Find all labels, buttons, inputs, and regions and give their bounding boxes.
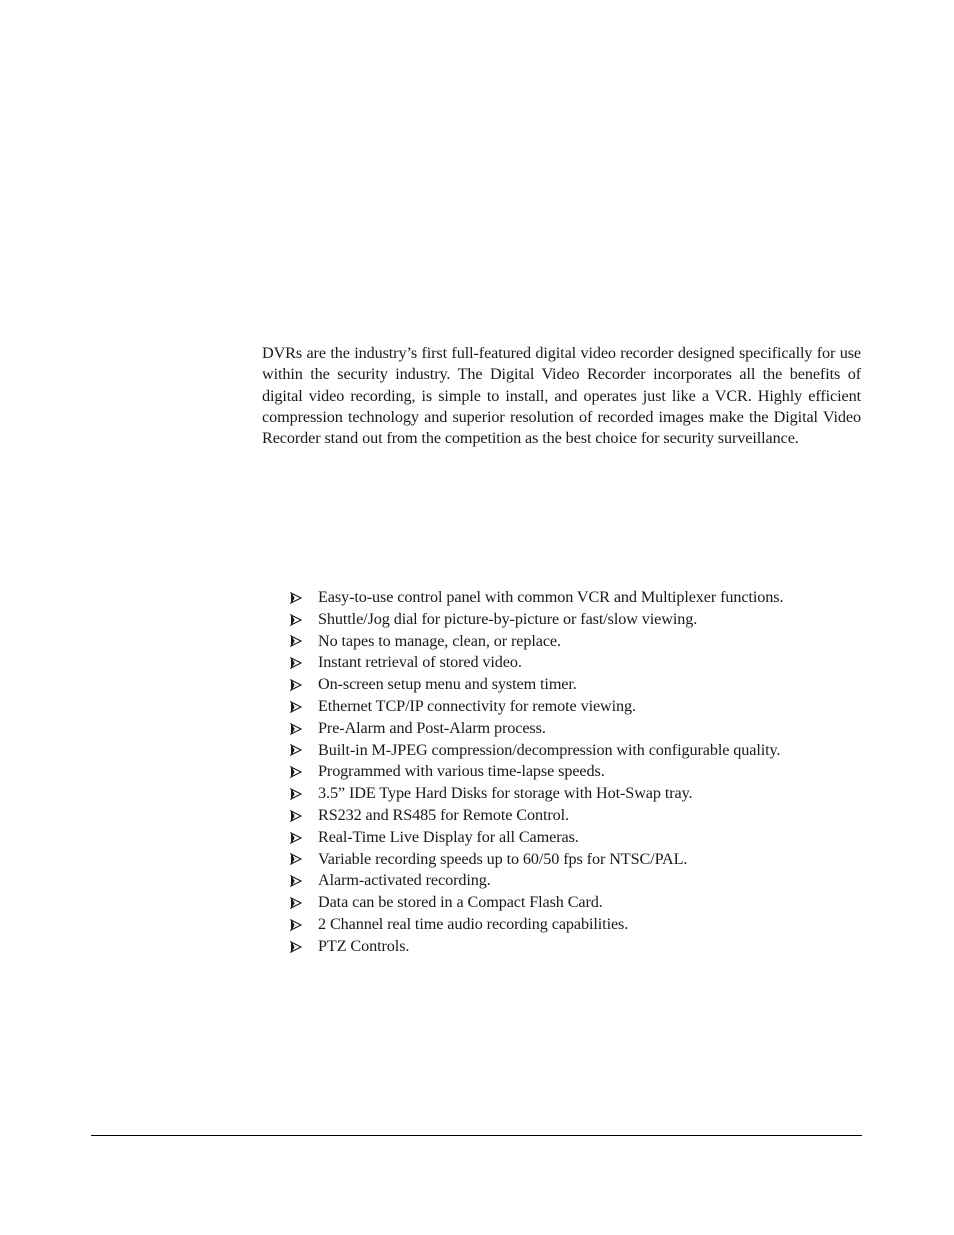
feature-item [290, 696, 783, 718]
feature-item [290, 761, 783, 783]
footer-divider [91, 1135, 862, 1136]
arrowhead-bullet-icon [290, 849, 306, 871]
feature-item [290, 936, 783, 958]
feature-text: Real-Time Live Display for all Cameras. [318, 827, 579, 846]
feature-item [290, 805, 783, 827]
feature-text: Alarm-activated recording. [318, 871, 491, 890]
feature-text: Shuttle/Jog dial for picture-by-picture or fast/slow viewing. [318, 609, 698, 628]
arrowhead-bullet-icon [290, 740, 306, 762]
arrowhead-bullet-icon [290, 631, 306, 653]
arrowhead-bullet-icon [290, 587, 306, 609]
feature-item [290, 652, 783, 674]
feature-item [290, 631, 783, 653]
arrowhead-bullet-icon [290, 674, 306, 696]
feature-text: Ethernet TCP/IP connectivity for remote viewing. [318, 696, 636, 715]
feature-item [290, 870, 783, 892]
arrowhead-bullet-icon [290, 718, 306, 740]
feature-text: Programmed with various time-lapse speeds. [318, 762, 605, 781]
feature-item [290, 892, 783, 914]
feature-item [290, 914, 783, 936]
arrowhead-bullet-icon [290, 696, 306, 718]
arrowhead-bullet-icon [290, 652, 306, 674]
arrowhead-bullet-icon [290, 609, 306, 631]
feature-text: Variable recording speeds up to 60/50 fps for NTSC/PAL. [318, 849, 688, 868]
feature-item [290, 849, 783, 871]
arrowhead-bullet-icon [290, 761, 306, 783]
feature-text: 2 Channel real time audio recording capabilities. [318, 914, 629, 933]
feature-item [290, 827, 783, 849]
arrowhead-bullet-icon [290, 805, 306, 827]
intro-paragraph: DVRs are the industry’s first full-featured digital video recorder designed specifically for use within the security industry. The Digital Video Recorder incorporates all the benefits of digital video recording, is simple to install, and operates just like a VCR. Highly efficient compression technology and superior resolution of recorded images make the Digital Video Recorder stand out from the competition as the best choice for security surveillance. [262, 344, 861, 448]
feature-item [290, 609, 783, 631]
feature-text: RS232 and RS485 for Remote Control. [318, 805, 570, 824]
feature-list [290, 587, 783, 958]
arrowhead-bullet-icon [290, 892, 306, 914]
feature-item [290, 674, 783, 696]
arrowhead-bullet-icon [290, 914, 306, 936]
feature-text: No tapes to manage, clean, or replace. [318, 631, 561, 650]
arrowhead-bullet-icon [290, 827, 306, 849]
feature-text: Easy-to-use control panel with common VCR and Multiplexer functions. [318, 588, 784, 606]
feature-text: On-screen setup menu and system timer. [318, 675, 577, 694]
feature-text: Built-in M-JPEG compression/decompression with configurable quality. [318, 740, 781, 759]
arrowhead-bullet-icon [290, 870, 306, 892]
feature-text: Data can be stored in a Compact Flash Card. [318, 893, 603, 912]
feature-item [290, 740, 783, 762]
feature-text: Instant retrieval of stored video. [318, 653, 522, 672]
feature-item [290, 718, 783, 740]
feature-item [290, 783, 783, 805]
arrowhead-bullet-icon [290, 783, 306, 805]
feature-text: 3.5” IDE Type Hard Disks for storage with Hot-Swap tray. [318, 784, 693, 803]
feature-text: PTZ Controls. [318, 936, 410, 955]
arrowhead-bullet-icon [290, 936, 306, 958]
feature-item [290, 587, 783, 609]
feature-text: Pre-Alarm and Post-Alarm process. [318, 718, 546, 737]
